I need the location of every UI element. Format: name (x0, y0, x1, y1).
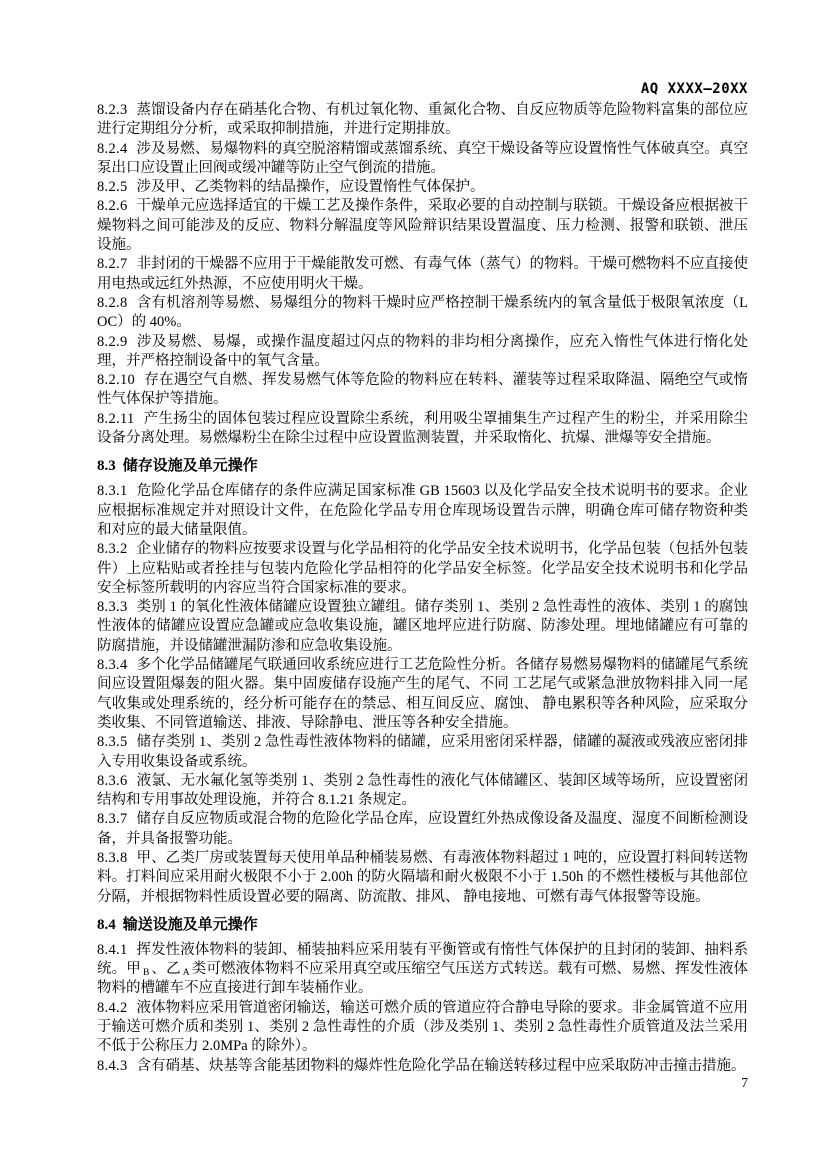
clause-number: 8.2.9 (97, 333, 128, 350)
clause-8.2.6 (97, 197, 748, 255)
clause-number: 8.4.2 (97, 999, 128, 1016)
clause-8.4.1 (97, 941, 748, 999)
section-heading-8.3 (97, 456, 748, 476)
clause-number: 8.2.6 (97, 198, 128, 215)
clause-text: 含有机溶剂等易燃、易爆组分的物料干燥时应严格控制干燥系统内的氧含量低于极限氧浓度（LOC）的 40%。 (97, 294, 748, 331)
clause-number: 8.3.3 (97, 599, 128, 616)
clause-number: 8.3.5 (97, 734, 128, 751)
subscript-label: B (142, 968, 150, 979)
clause-number: 8.3.8 (97, 849, 128, 866)
clause-text: 输送设施及单元操作 (122, 915, 258, 933)
clause-8.3.5 (97, 733, 748, 772)
clause-8.2.10 (97, 371, 748, 410)
clause-8.2.9 (97, 333, 748, 372)
clause-text: 液体物料应采用管道密闭输送，输送可燃介质的管道应符合静电导除的要求。非金属管道不应用于输送可燃介质和类别 1、类别 2 急性毒性的介质（涉及类别 1、类别 2 急性毒性介质管道及法兰采用不低于公称压力 2.0MPa 的除外）。 (97, 999, 748, 1055)
page-number: 7 (741, 1075, 748, 1090)
clause-number: 8.2.4 (97, 140, 128, 157)
clause-8.3.4 (97, 656, 748, 733)
clause-8.3.6 (97, 772, 748, 811)
clause-text: 液氯、无水氟化氢等类别 1、类别 2 急性毒性的液化气体储罐区、装卸区域等场所，应设置密闭结构和专用事故处理设施，并符合 8.1.21 条规定。 (97, 772, 748, 809)
clause-number: 8.4.3 (97, 1057, 128, 1074)
clause-text: 含有硝基、炔基等含能基团物料的爆炸性危险化学品在输送转移过程中应采取防冲击撞击措施。 (136, 1057, 746, 1074)
clause-number: 8.2.11 (97, 410, 135, 427)
clause-number: 8.2.8 (97, 294, 128, 311)
clause-text: 存在遇空气自燃、挥发易燃气体等危险的物料应在转料、灌装等过程采取降温、隔绝空气或惰性气体保护等措施。 (97, 372, 748, 408)
clause-8.2.4 (97, 140, 748, 179)
clause-8.2.5 (97, 178, 748, 197)
subscript-label: A (182, 968, 190, 979)
clause-text: 储存自反应物质或混合物的危险化学品仓库，应设置红外热成像设备及温度、湿度不间断检测设备，并具备报警功能。 (97, 811, 748, 847)
clause-text: 类别 1 的氧化性液体储罐应设置独立罐组。储存类别 1、类别 2 急性毒性的液体、类别 1 的腐蚀性液体的储罐应设置应急罐或应急收集设施，罐区地坪应进行防腐、防渗处理。埋地储罐应有可靠的防腐措施，并设储罐泄漏防渗和应急收集设施。 (97, 599, 748, 654)
document-body (97, 101, 748, 1076)
clause-text: 涉及易燃、易爆物料的真空脱溶精馏或蒸馏系统、真空干燥设备等应设置惰性气体破真空。真空泵出口应设置止回阀或缓冲罐等防止空气倒流的措施。 (97, 140, 748, 176)
clause-8.2.8 (97, 294, 748, 333)
page-footer (97, 1074, 748, 1092)
clause-number: 8.4 (97, 916, 116, 933)
clause-number: 8.2.5 (97, 179, 128, 196)
clause-text: 蒸馏设备内存在硝基化合物、有机过氧化物、重氮化合物、自反应物质等危险物料富集的部位应进行定期组分分析，或采取抑制措施，并进行定期排放。 (97, 102, 748, 138)
clause-number: 8.3.4 (97, 657, 128, 674)
page-header (97, 80, 748, 98)
clause-8.2.11 (97, 410, 748, 449)
clause-text: 产生扬尘的固体包装过程应设置除尘系统，利用吸尘罩捕集生产过程产生的粉尘，并采用除尘设备分离处理。易燃爆粉尘在除尘过程中应设置监测装置，并采取惰化、抗爆、泄爆等安全措施。 (97, 410, 748, 447)
clause-number: 8.4.1 (97, 941, 128, 958)
clause-number: 8.3 (97, 458, 116, 475)
clause-text: 非封闭的干燥器不应用于干燥能散发可燃、有毒气体（蒸气）的物料。干燥可燃物料不应直接使用电热或远红外热源，不应使用明火干燥。 (97, 256, 748, 292)
clause-text: 危险化学品仓库储存的条件应满足国家标准 GB 15603 以及化学品安全技术说明书的要求。企业应根据标准规定并对照设计文件，在危险化学品专用仓库现场设置告示牌，明确仓库可储存物资种类和对应的最大储量限值。 (97, 483, 748, 538)
clause-text: 干燥单元应选择适宜的干燥工艺及操作条件，采取必要的自动控制与联锁。干燥设备应根据被干燥物料之间可能涉及的反应、物料分解温度等风险辩识结果设置温度、压力检测、报警和联锁、泄压设施。 (97, 198, 748, 254)
clause-text: 企业储存的物料应按要求设置与化学品相符的化学品安全技术说明书，化学品包装（包括外包装件）上应粘贴或者拴挂与包装内危险化学品相符的化学品安全标签。化学品安全技术说明书和化学品安全标签所载明的内容应当符合国家标准的要求。 (97, 541, 748, 596)
clause-text: 甲、乙类厂房或装置每天使用单品种桶装易燃、有毒液体物料超过 1 吨的，应设置打料间转送物料。打料间应采用耐火极限不小于 2.00h 的防火隔墙和耐火极限不小于 1.50h 的不燃性楼板与其他部位分隔，并根据物料性质设置必要的隔离、防流散、排风、 静电接地、可燃有毒气体报警等设施。 (97, 849, 748, 905)
clause-text: 挥发性液体物料的装卸、桶装抽料应采用装有平衡管或有惰性气体保护的且封闭的装卸、抽料系统。甲 $_B$ 、乙 $_A$ 类可燃液体物料不应采用真空或压缩空气压送方式转送。载有可燃、易燃、挥发性液体物料的槽罐车不应直接进行卸车装桶作业。 (97, 941, 749, 997)
clause-text: 涉及甲、乙类物料的结晶操作，应设置惰性气体保护。 (136, 179, 485, 196)
clause-text: 涉及易燃、易爆，或操作温度超过闪点的物料的非均相分离操作，应充入惰性气体进行惰化处理，并严格控制设备中的氧气含量。 (97, 333, 748, 369)
clause-8.4.2 (97, 999, 748, 1057)
clause-8.3.7 (97, 810, 748, 849)
clause-number: 8.3.7 (97, 811, 128, 828)
clause-8.3.3 (97, 598, 748, 656)
clause-number: 8.3.6 (97, 772, 128, 789)
section-heading-8.4 (97, 915, 748, 935)
clause-8.3.8 (97, 849, 748, 907)
clause-text: 多个化学品储罐尾气联通回收系统应进行工艺危险性分析。各储存易燃易爆物料的储罐尾气系统间应设置阻爆轰的阻火器。集中固废储存设施产生的尾气、不同 工艺尾气或紧急泄放物料排入同一尾气收集或处理系统的，经分析可能存在的禁忌、相互间反应、腐蚀、 静电累积等各种风险，应采取分类收集、不同管道输送、排液、导除静电、泄压等各种安全措施。 (97, 657, 748, 731)
doc-code: AQ XXXX—20XX (640, 81, 748, 97)
clause-8.3.2 (97, 540, 748, 598)
clause-number: 8.2.10 (97, 372, 136, 389)
clause-number: 8.2.7 (97, 256, 128, 273)
clause-text: 储存类别 1、类别 2 急性毒性液体物料的储罐，应采用密闭采样器，储罐的凝液或残液应密闭排入专用收集设备或系统。 (97, 734, 748, 770)
clause-number: 8.2.3 (97, 102, 128, 118)
clause-number: 8.3.2 (97, 541, 128, 558)
clause-number: 8.3.1 (97, 483, 128, 500)
clause-text: 储存设施及单元操作 (122, 457, 258, 475)
clause-8.2.7 (97, 255, 748, 294)
clause-8.3.1 (97, 482, 748, 540)
clause-8.2.3 (97, 101, 748, 140)
